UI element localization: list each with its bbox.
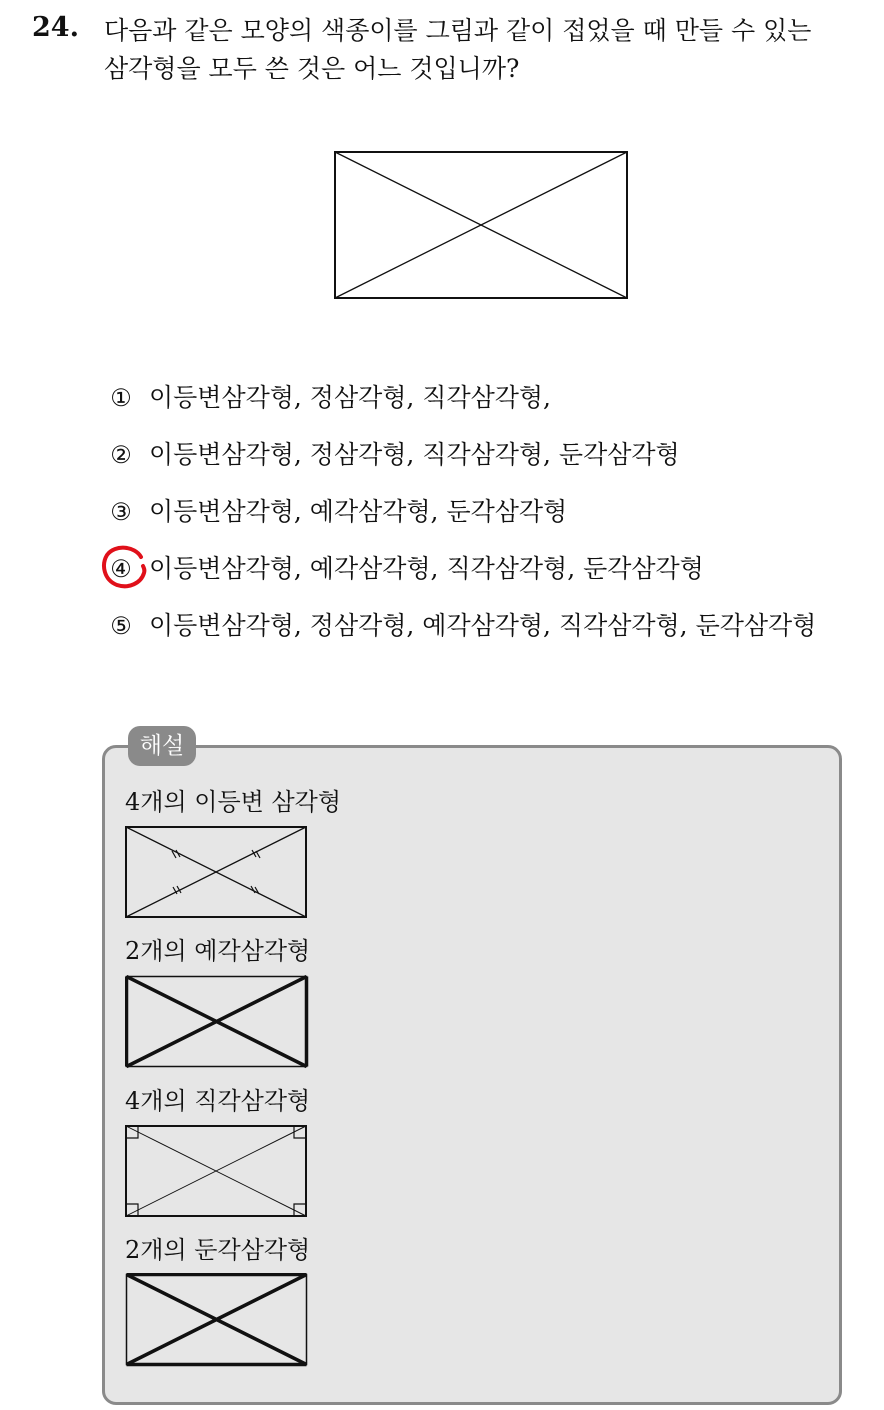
acute-triangles-figure [125,975,309,1069]
answer-circle-icon [101,543,147,589]
solution-label-right: 4개의 직각삼각형 [125,1087,311,1115]
choice-4[interactable] [108,549,868,589]
choice-text: 이등변삼각형, 정삼각형, 직각삼각형, 둔각삼각형 [149,440,680,469]
choice-mark: ③ [110,498,132,526]
obtuse-triangles-figure [125,1273,309,1367]
choice-text: 이등변삼각형, 예각삼각형, 둔각삼각형 [149,497,568,526]
right-triangles-figure [125,1125,308,1218]
choice-5[interactable] [108,606,868,646]
choice-mark: ② [110,441,132,469]
question-line-1: 다음과 같은 모양의 색종이를 그림과 같이 접었을 때 만들 수 있는 [104,16,812,45]
choice-text: 이등변삼각형, 정삼각형, 직각삼각형, [149,383,551,412]
choice-text: 이등변삼각형, 예각삼각형, 직각삼각형, 둔각삼각형 [149,554,704,583]
question-text [104,12,874,88]
choice-1[interactable] [108,378,868,418]
isosceles-triangles-figure [125,826,308,919]
choice-mark: ① [110,384,132,412]
folded-paper-figure [334,151,629,300]
choice-mark: ⑤ [110,612,132,640]
solution-label-obtuse: 2개의 둔각삼각형 [125,1236,311,1264]
question-line-2: 삼각형을 모두 쓴 것은 어느 것입니까? [104,54,520,83]
solution-label-isosceles: 4개의 이등변 삼각형 [125,788,341,816]
choice-mark: ④ [110,555,132,583]
question-number: 24. [32,12,79,43]
choice-3[interactable] [108,492,868,532]
choice-2[interactable] [108,435,868,475]
solution-tag: 해설 [128,726,196,766]
solution-label-acute: 2개의 예각삼각형 [125,937,311,965]
choice-text: 이등변삼각형, 정삼각형, 예각삼각형, 직각삼각형, 둔각삼각형 [149,611,817,640]
